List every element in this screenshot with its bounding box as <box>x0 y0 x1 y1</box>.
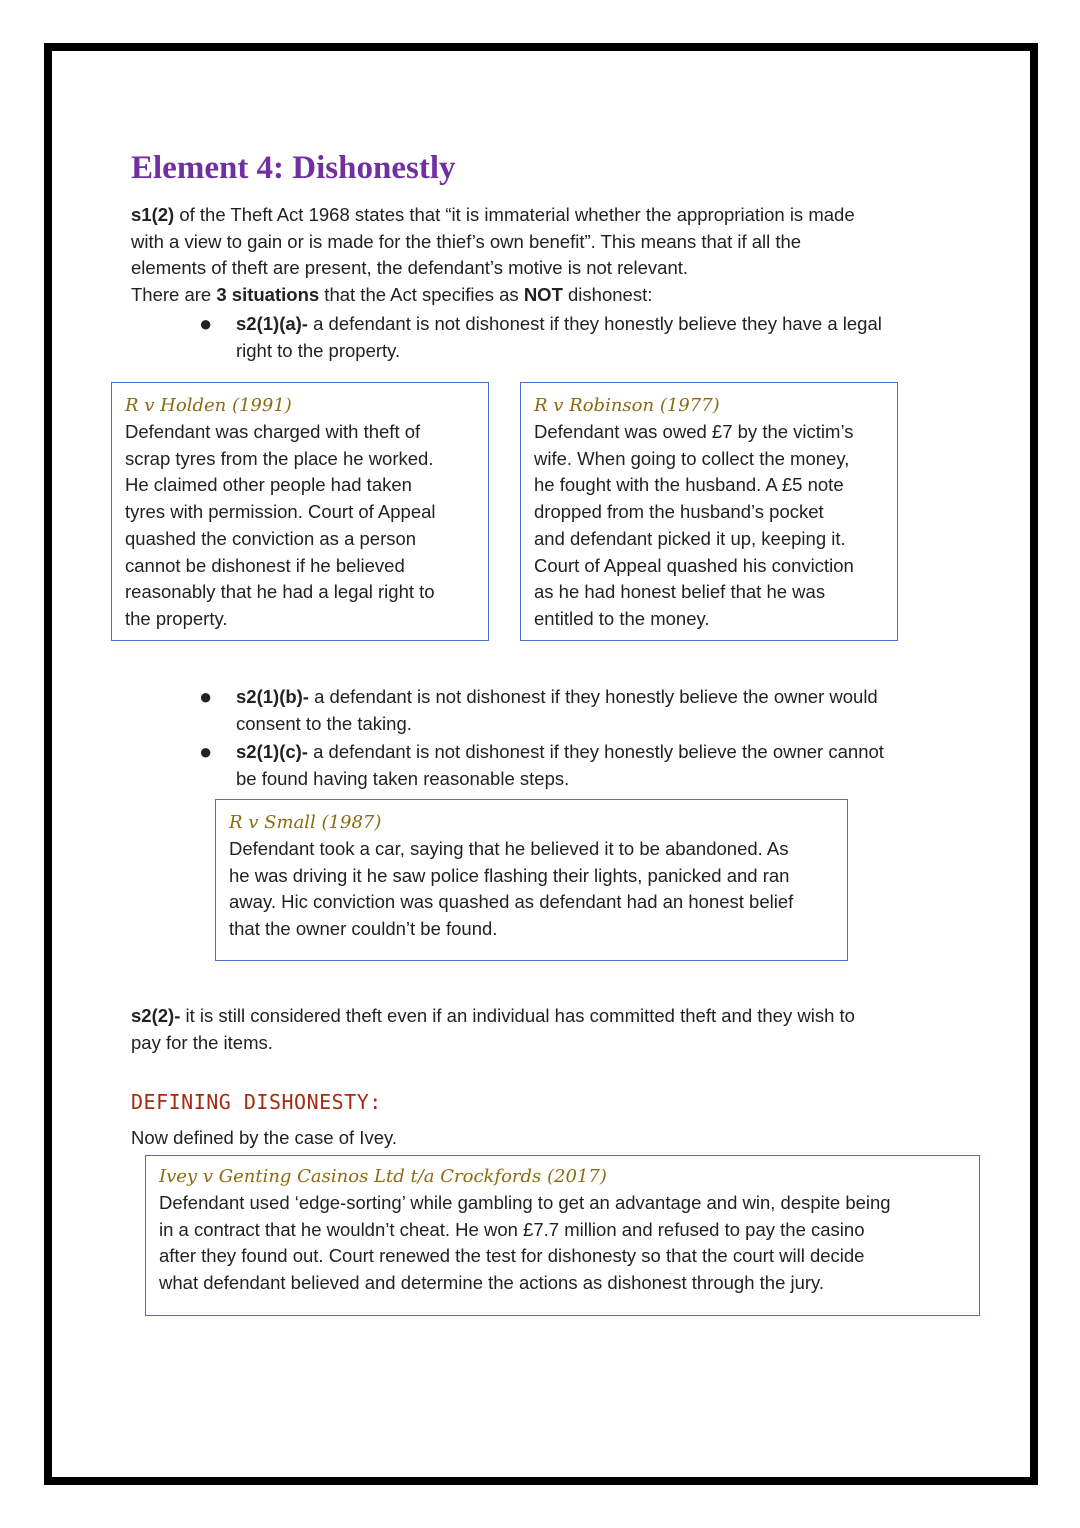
bullet-dot-icon: ● <box>199 311 213 336</box>
bullet-s2-1-b: ● s2(1)(b)- a defendant is not dishonest if they honestly believe the owner would consent to the taking. <box>199 684 878 734</box>
intro-line-3: elements of theft are present, the defendant’s motive is not relevant. <box>131 257 689 279</box>
s2-2-paragraph: s2(2)- it is still considered theft even if an individual has committed theft and they wish to pay for the items. <box>131 1005 855 1053</box>
intro-line-2: with a view to gain or is made for the thief’s own benefit”. This means that if all the <box>131 230 802 252</box>
defining-dishonesty-heading: DEFINING DISHONESTY: <box>131 1090 382 1114</box>
bullet-s2-1-a: ● s2(1)(a)- a defendant is not dishonest if they honestly believe they have a legal right to the property. <box>199 311 882 361</box>
case-title-small: R v Small (1987) <box>229 812 382 833</box>
case-box-small <box>215 799 848 961</box>
case-title-ivey: Ivey v Genting Casinos Ltd t/a Crockfords (2017) <box>159 1166 607 1187</box>
intro-paragraph <box>131 202 855 309</box>
case-box-ivey <box>145 1155 980 1316</box>
intro-line-4: There are 3 situations that the Act specifies as NOT dishonest: <box>131 284 653 306</box>
section-title: Element 4: Dishonestly <box>131 150 456 186</box>
case-body-robinson: Defendant was owed £7 by the victim’s wife. When going to collect the money, he fought with the husband. A £5 note dropped from the husband’s pocket and defendant picked it up, keeping it. Court of Appeal quashed his conviction as he had honest belief that he was entitled to the money. <box>534 421 854 629</box>
case-box-robinson <box>520 382 898 641</box>
bullet-dot-icon: ● <box>199 684 213 709</box>
case-box-holden <box>111 382 489 641</box>
intro-line-1: s1(2) of the Theft Act 1968 states that “it is immaterial whether the appropriation is made <box>131 204 855 225</box>
case-body-holden: Defendant was charged with theft of scrap tyres from the place he worked. He claimed other people had taken tyres with permission. Court of Appeal quashed the conviction as a person cannot be dishonest if he believed reasonably that he had a legal right to the property. <box>125 421 436 629</box>
case-title-holden: R v Holden (1991) <box>125 395 292 416</box>
case-title-robinson: R v Robinson (1977) <box>534 395 720 416</box>
case-body-ivey: Defendant used ‘edge-sorting’ while gambling to get an advantage and win, despite being in a contract that he wouldn’t cheat. He won £7.7 million and refused to pay the casino after they found out. Court renewed the test for dishonesty so that the court will decide what defendant believed and determine the actions as dishonest through the jury. <box>159 1192 891 1294</box>
case-body-small: Defendant took a car, saying that he believed it to be abandoned. As he was driving it he saw police flashing their lights, panicked and ran away. Hic conviction was quashed as defendant had an honest belief that the owner couldn’t be found. <box>229 838 794 940</box>
bullet-dot-icon: ● <box>199 739 213 764</box>
bullet-s2-1-c: ● s2(1)(c)- a defendant is not dishonest if they honestly believe the owner cannot be found having taken reasonable steps. <box>199 739 884 789</box>
defining-text: Now defined by the case of Ivey. <box>131 1127 398 1148</box>
